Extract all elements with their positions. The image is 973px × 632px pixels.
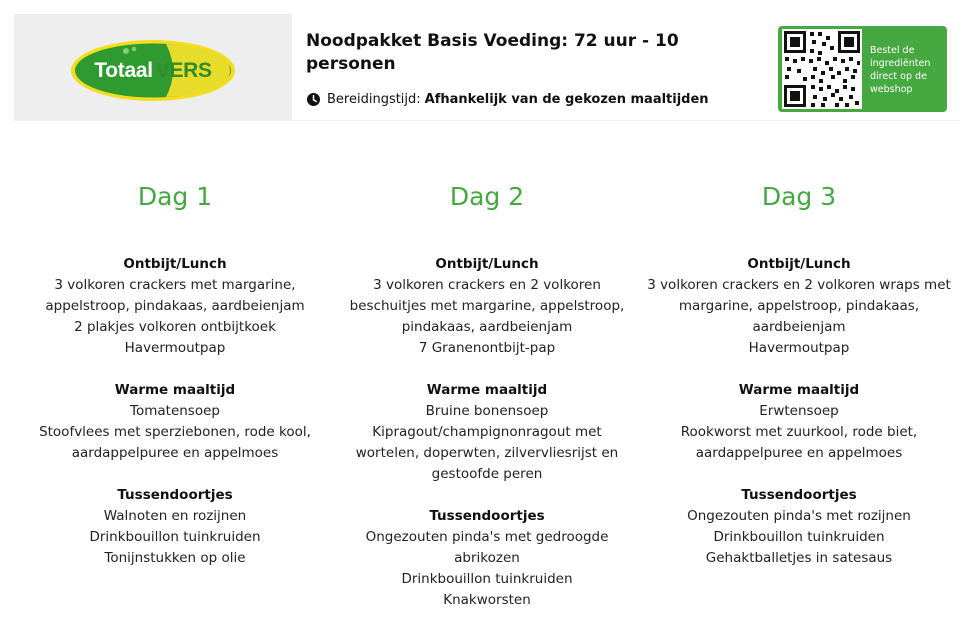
day-column: [327, 180, 647, 632]
section-title: Warme maaltijd: [426, 382, 548, 398]
webshop-link-text[interactable]: Bestel de ingrediënten direct op de webshop: [870, 45, 931, 95]
menu-item: Erwtensoep: [759, 403, 839, 419]
menu-item: Rookworst met zuurkool, rode biet, aardappelpuree en appelmoes: [680, 424, 918, 461]
menu-item: Kipragout/champignonragout met wortelen, doperwten, zilvervliesrijst en gestoofde peren: [355, 424, 619, 482]
preparation-time: [306, 92, 709, 107]
logo-word-left: Totaal: [94, 58, 153, 82]
totaalvers-logo: [70, 39, 236, 102]
menu-section: [15, 380, 335, 464]
day-column: [639, 180, 959, 590]
menu-item: Havermoutpap: [748, 340, 850, 356]
menu-section: [327, 506, 647, 611]
webshop-qr-panel[interactable]: [778, 26, 947, 112]
menu-section: [639, 254, 959, 359]
menu-item: 3 volkoren crackers en 2 volkoren wraps met margarine, appelstroop, pindakaas, aardbeienjam: [647, 277, 951, 335]
menu-item: Stoofvlees met sperziebonen, rode kool, aardappelpuree en appelmoes: [39, 424, 311, 461]
day-title: Dag 1: [137, 182, 213, 211]
menu-item: Walnoten en rozijnen: [103, 508, 247, 524]
logo-word-right: VERS: [155, 58, 212, 82]
menu-item: Drinkbouillon tuinkruiden: [401, 571, 573, 587]
prep-label: Bereidingstijd:: [327, 92, 421, 107]
menu-item: Drinkbouillon tuinkruiden: [713, 529, 885, 545]
logo-panel: [14, 14, 292, 120]
recipe-header: [14, 14, 959, 121]
menu-item: Tonijnstukken op olie: [104, 550, 246, 566]
menu-item: Bruine bonensoep: [425, 403, 549, 419]
day-title: Dag 2: [449, 182, 525, 211]
section-title: Warme maaltijd: [738, 382, 860, 398]
section-title: Ontbijt/Lunch: [123, 256, 227, 272]
menu-item: Havermoutpap: [124, 340, 226, 356]
menu-item: Ongezouten pinda's met gedroogde abrikozen: [365, 529, 609, 566]
section-title: Tussendoortjes: [117, 487, 233, 503]
section-title: Tussendoortjes: [741, 487, 857, 503]
menu-section: [327, 380, 647, 485]
section-title: Ontbijt/Lunch: [747, 256, 851, 272]
menu-section: [639, 485, 959, 569]
page-title: Noodpakket Basis Voeding: 72 uur - 10 personen: [306, 31, 679, 74]
qr-code-icon[interactable]: [782, 29, 862, 109]
menu-item: Knakworsten: [443, 592, 531, 608]
section-title: Ontbijt/Lunch: [435, 256, 539, 272]
menu-item: 3 volkoren crackers met margarine, appelstroop, pindakaas, aardbeienjam: [45, 277, 305, 314]
menu-item: 7 Granenontbijt-pap: [418, 340, 556, 356]
day-title: Dag 3: [761, 182, 837, 211]
section-title: Tussendoortjes: [429, 508, 545, 524]
menu-item: 3 volkoren crackers en 2 volkoren beschuitjes met margarine, appelstroop, pindakaas, aardbeienjam: [349, 277, 625, 335]
menu-item: Drinkbouillon tuinkruiden: [89, 529, 261, 545]
prep-value: Afhankelijk van de gekozen maaltijden: [424, 92, 709, 107]
menu-section: [639, 380, 959, 464]
day-column: [15, 180, 335, 590]
clock-icon: [306, 92, 321, 107]
section-title: Warme maaltijd: [114, 382, 236, 398]
menu-item: Ongezouten pinda's met rozijnen: [687, 508, 911, 524]
menu-section: [15, 485, 335, 569]
menu-section: [327, 254, 647, 359]
logo-wordmark: [70, 39, 236, 102]
menu-item: Tomatensoep: [130, 403, 220, 419]
menu-item: Gehaktballetjes in satesaus: [705, 550, 893, 566]
menu-section: [15, 254, 335, 359]
menu-item: 2 plakjes volkoren ontbijtkoek: [74, 319, 276, 335]
